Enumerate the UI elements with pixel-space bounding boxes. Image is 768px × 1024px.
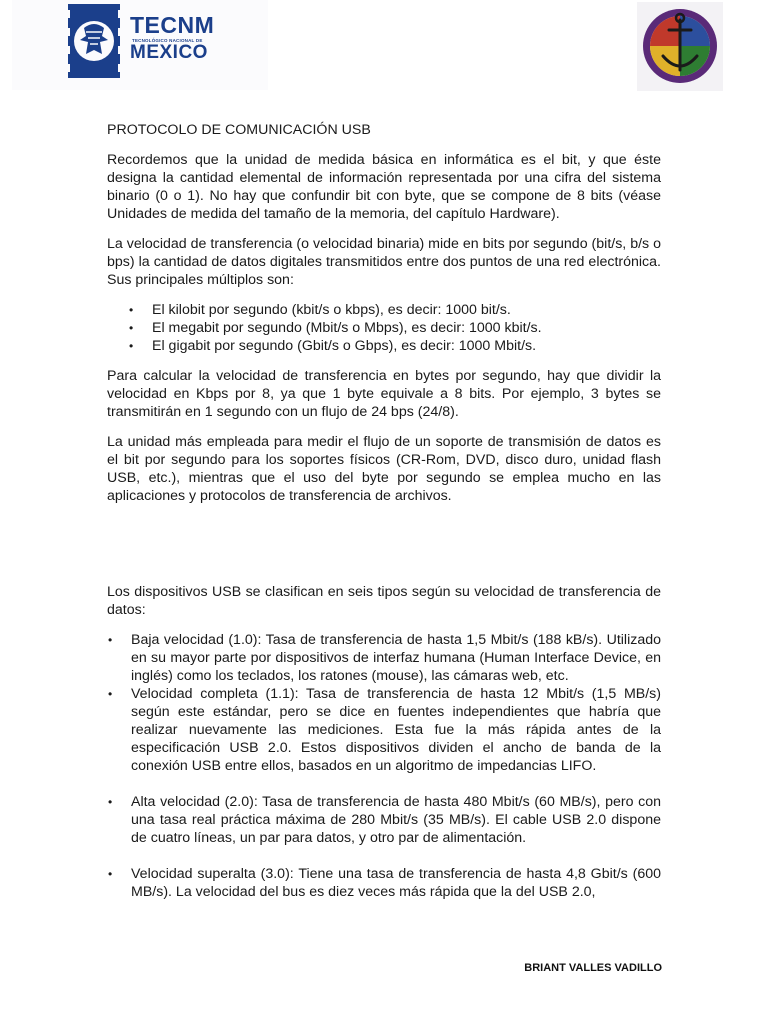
paragraph: Para calcular la velocidad de transferencia en bytes por segundo, hay que dividir la velocidad en Kbps por 8, ya que 1 byte equivale a 8 bits. Por ejemplo, 3 bytes se transmitirán en 1 segundo con un flujo de 24 bps (24/8). xyxy=(107,368,661,420)
list-item: • Velocidad superalta (3.0): Tiene una tasa de transferencia de hasta 4,8 Gbit/s (600 MB/s). La velocidad del bus es diez veces más rápida que la del USB 2.0, xyxy=(107,865,661,901)
tecnm-wordmark xyxy=(130,14,214,62)
paragraph: La unidad más empleada para medir el flujo de un soporte de transmisión de datos es el bit por segundo para los soportes físicos (CR-Rom, DVD, disco duro, unidad flash USB, etc.), mientras que el uso del byte por segundo se emplea mucho en las aplicaciones y protocolos de transferencia de archivos. xyxy=(107,434,661,504)
usb-types-list xyxy=(107,631,661,901)
blank-space xyxy=(107,517,661,583)
paragraph: Recordemos que la unidad de medida básica en informática es el bit, y que éste designa la cantidad elemental de información representada por una cifra del sistema binario (0 o 1). No hay que confundir bit con byte, que se compone de 8 bits (véase Unidades de medida del tamaño de la memoria, del capítulo Hardware). xyxy=(107,152,661,222)
list-item: • El kilobit por segundo (kbit/s o kbps), es decir: 1000 bit/s. xyxy=(129,301,661,319)
tecnm-subtitle: TECNOLÓGICO NACIONAL DE xyxy=(132,38,203,43)
document-body xyxy=(107,121,661,901)
author-footer: BRIANT VALLES VADILLO xyxy=(524,962,662,974)
tecnm-country: MEXICO xyxy=(130,42,208,63)
page-header xyxy=(0,0,768,100)
paragraph: La velocidad de transferencia (o velocidad binaria) mide en bits por segundo (bit/s, b/s o bps) la cantidad de datos digitales transmitidos entre dos puntos de una red electrónica. Sus principales múltiplos son: xyxy=(107,236,661,288)
list-item: • El megabit por segundo (Mbit/s o Mbps), es decir: 1000 kbit/s. xyxy=(129,319,661,337)
list-item: • El gigabit por segundo (Gbit/s o Gbps), es decir: 1000 Mbit/s. xyxy=(129,337,661,355)
list-item: • Baja velocidad (1.0): Tasa de transferencia de hasta 1,5 Mbit/s (188 kB/s). Utilizado en su mayor parte por dispositivos de interfaz humana (Human Interface Device, en inglés) como los teclados, los ratones (mouse), las cámaras web, etc. xyxy=(107,631,661,685)
types-intro: Los dispositivos USB se clasifican en seis tipos según su velocidad de transferencia de datos: xyxy=(107,584,661,618)
tecnm-logo xyxy=(12,0,268,90)
tecnm-brand: TECNM xyxy=(130,12,215,38)
document-title: PROTOCOLO DE COMUNICACIÓN USB xyxy=(107,122,371,138)
institution-seal xyxy=(637,2,723,91)
list-item: • Velocidad completa (1.1): Tasa de transferencia de hasta 12 Mbit/s (1,5 MB/s) según este estándar, pero se dice en fuentes independientes que habría que realizar nuevamente las mediciones. Esta fue la más rápida antes de la especificación USB 2.0. Estos dispositivos dividen el ancho de banda de la conexión USB entre ellos, basados en un algoritmo de impedancias LIFO. xyxy=(107,685,661,775)
anchor-seal-icon xyxy=(641,6,719,87)
multiples-list xyxy=(129,301,661,355)
list-item: • Alta velocidad (2.0): Tasa de transferencia de hasta 480 Mbit/s (60 MB/s), pero con una tasa real práctica máxima de 280 Mbit/s (35 MB/s). El cable USB 2.0 dispone de cuatro líneas, un par para datos, y otro par de alimentación. xyxy=(107,793,661,847)
tecnm-gear-icon xyxy=(64,2,124,80)
